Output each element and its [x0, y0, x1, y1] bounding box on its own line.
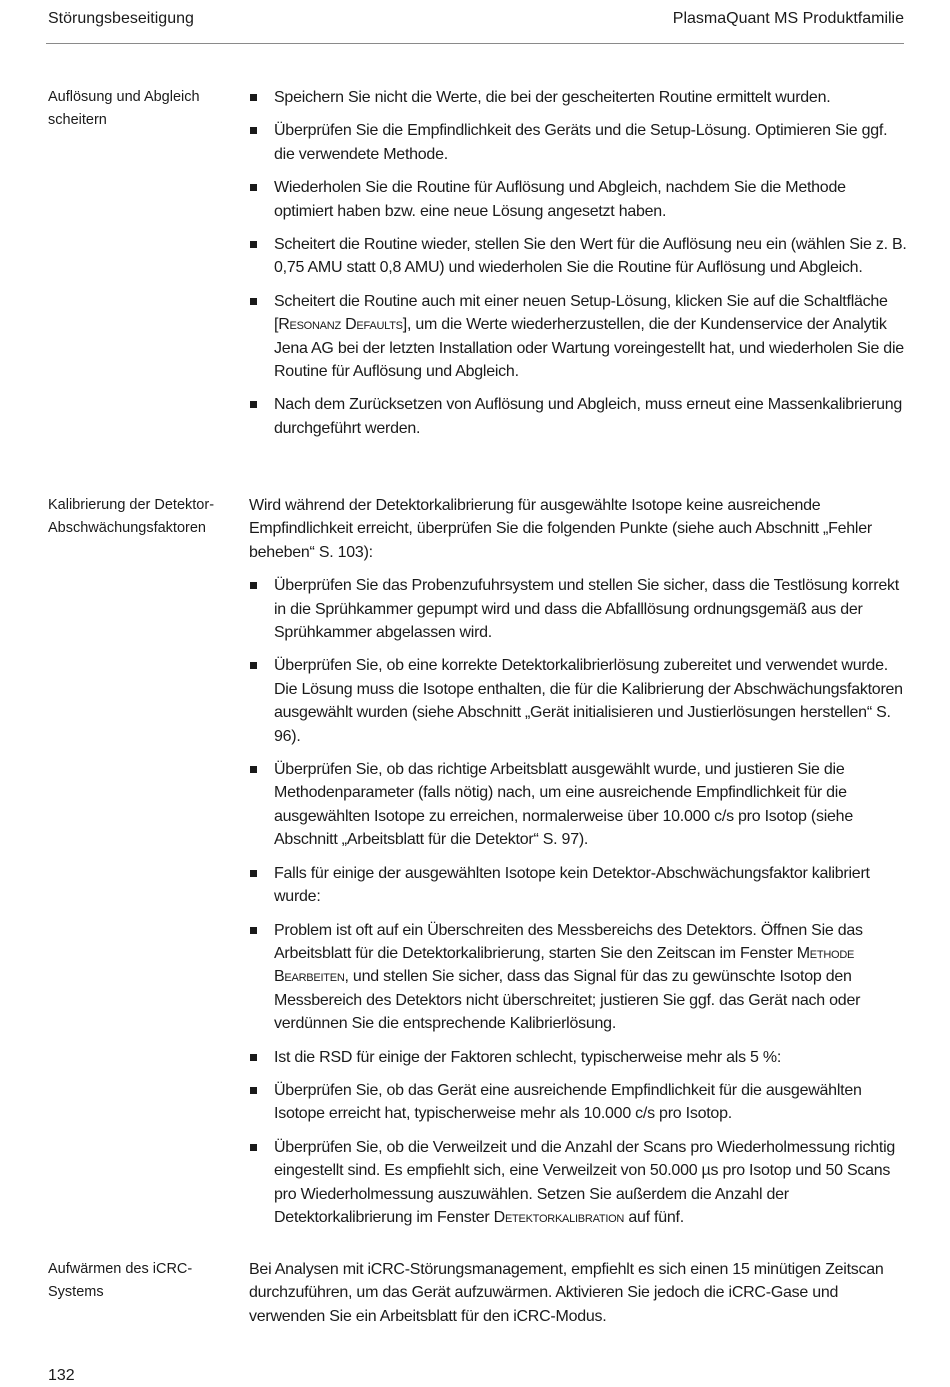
- list-item: [249, 290, 907, 384]
- item-text: Scheitert die Routine wieder, stellen Sie den Wert für die Auflösung neu ein (wählen Sie z. B. 0,75 AMU statt 0,8 AMU) und wiederholen Sie die Routine für Auflösung und Abgleich.: [274, 236, 907, 277]
- section-label: Aufwärmen des iCRC-Systems: [48, 1261, 193, 1300]
- section-label: Kalibrierung der Detektor-Abschwächungsfaktoren: [48, 497, 215, 536]
- ui-element-reference: Detektorkalibration: [493, 1208, 625, 1226]
- item-text: ], um die Werte wiederherzustellen, die der Kundenservice der Analytik Jena AG bei der letzten Installation oder Wartung voreingestellt hat, und wiederholen Sie die Routine für Auflösung und Abgleich.: [274, 316, 904, 381]
- item-text: Überprüfen Sie die Empfindlichkeit des Geräts und die Setup-Lösung. Optimieren Sie ggf. die verwendete Methode.: [274, 122, 888, 163]
- square-bullet-icon: [250, 662, 257, 669]
- square-bullet-icon: [250, 94, 257, 101]
- bullet-list: [249, 86, 907, 440]
- square-bullet-icon: [250, 184, 257, 191]
- section-body: [249, 1258, 907, 1338]
- item-text: , und stellen Sie sicher, dass das Signal für das zu gewünschte Isotop den Messbereich des Detektors nicht überschreitet; justieren Sie ggf. das Gerät nach oder verdünnen Sie die entsprechende Kalibrierlösung.: [274, 968, 861, 1033]
- item-text: Scheitert die Routine auch mit einer neuen Setup-Lösung, klicken Sie auf die Schaltfläche [: [274, 292, 888, 334]
- intro-paragraph: Bei Analysen mit iCRC-Störungsmanagement, empfiehlt es sich einen 15 minütigen Zeitscan durchzuführen, um das Gerät aufzuwärmen. Aktivieren Sie jedoch die iCRC-Gase und verwenden Sie ein Arbeitsblatt für den iCRC-Modus.: [249, 1261, 884, 1325]
- item-text: Überprüfen Sie, ob das Gerät eine ausreichende Empfindlichkeit für die ausgewählten Isotope erreicht hat, typischerweise mehr als 10.000 c/s pro Isotop.: [274, 1081, 862, 1123]
- list-item: [249, 86, 907, 109]
- running-header-product: PlasmaQuant MS Produktfamilie: [672, 10, 904, 27]
- list-item: [249, 393, 907, 440]
- ui-element-reference: Methode Bearbeiten: [274, 944, 855, 986]
- square-bullet-icon: [250, 1144, 257, 1151]
- item-text: Überprüfen Sie, ob die Verweilzeit und die Anzahl der Scans pro Wiederholmessung richtig eingestellt sind. Es empfiehlt sich, eine Verweilzeit von 50.000 µs pro Isotop und 50 Scans pro Wiederholmessung auszuwählen. Setzen Sie außerdem die Anzahl der Detektorkalibrierung im Fenster: [274, 1138, 896, 1226]
- square-bullet-icon: [250, 241, 257, 248]
- item-text: Speichern Sie nicht die Werte, die bei der gescheiterten Routine ermittelt wurden.: [274, 89, 831, 106]
- item-text: Wiederholen Sie die Routine für Auflösung und Abgleich, nachdem Sie die Methode optimiert haben bzw. eine neue Lösung angesetzt haben.: [274, 179, 846, 220]
- square-bullet-icon: [250, 401, 257, 408]
- item-text: Überprüfen Sie, ob eine korrekte Detektorkalibrierlösung zubereitet und verwendet wurde. Die Lösung muss die Isotope enthalten, die für die Kalibrierung der Abschwächungsfaktoren ausgewählt wurden (siehe Abschnitt „Gerät initialisieren und Justierlösungen herstellen“ S. 96).: [274, 657, 903, 745]
- item-text: Überprüfen Sie, ob das richtige Arbeitsblatt ausgewählt wurde, und justieren Sie die Methodenparameter (falls nötig) nach, um eine ausreichende Empfindlichkeit für die ausgewählten Isotope zu erreichen, normalerweise über 10.000 c/s pro Isotop (siehe Abschnitt „Arbeitsblatt für die Detektor“ S. 97).: [274, 761, 853, 849]
- running-header-chapter: Störungsbeseitigung: [48, 10, 194, 27]
- list-item: [249, 233, 907, 280]
- list-item: [249, 654, 907, 748]
- section-label: Auflösung und Abgleich scheitern: [48, 89, 200, 128]
- square-bullet-icon: [250, 1054, 257, 1061]
- list-item: [249, 1136, 907, 1230]
- square-bullet-icon: [250, 127, 257, 134]
- list-item: [249, 919, 907, 1036]
- item-text: Falls für einige der ausgewählten Isotope kein Detektor-Abschwächungsfaktor kalibriert wurde:: [274, 864, 870, 906]
- list-item: [249, 119, 907, 166]
- square-bullet-icon: [250, 298, 257, 305]
- square-bullet-icon: [250, 870, 257, 877]
- item-text: Nach dem Zurücksetzen von Auflösung und Abgleich, muss erneut eine Massenkalibrierung durchgeführt werden.: [274, 396, 903, 437]
- page-number: 132: [48, 1367, 75, 1384]
- section-body: [249, 86, 907, 450]
- list-item: [249, 176, 907, 223]
- square-bullet-icon: [250, 1087, 257, 1094]
- list-item: [249, 1079, 907, 1126]
- item-text: Ist die RSD für einige der Faktoren schlecht, typischerweise mehr als 5 %:: [274, 1048, 782, 1066]
- square-bullet-icon: [250, 927, 257, 934]
- header-rule: [46, 43, 904, 44]
- ui-element-reference: Resonanz Defaults: [278, 316, 403, 334]
- bullet-list: [249, 574, 907, 1229]
- item-text: auf fünf.: [624, 1208, 684, 1226]
- list-item: [249, 862, 907, 909]
- square-bullet-icon: [250, 766, 257, 773]
- section-body: [249, 494, 907, 1239]
- intro-paragraph: Wird während der Detektorkalibrierung für ausgewählte Isotope keine ausreichende Empfindlichkeit erreicht, überprüfen Sie die folgenden Punkte (siehe auch Abschnitt „Fehler beheben“ S. 103):: [249, 497, 872, 561]
- list-item: [249, 758, 907, 852]
- list-item: [249, 574, 907, 644]
- square-bullet-icon: [250, 582, 257, 589]
- list-item: [249, 1046, 907, 1069]
- item-text: Problem ist oft auf ein Überschreiten des Messbereichs des Detektors. Öffnen Sie das Arbeitsblatt für die Detektorkalibrierung, starten Sie den Zeitscan im Fenster: [274, 921, 863, 962]
- item-text: Überprüfen Sie das Probenzufuhrsystem und stellen Sie sicher, dass die Testlösung korrekt in die Sprühkammer gepumpt wird und dass die Abfalllösung ordnungsgemäß aus der Sprühkammer abgelassen wird.: [274, 577, 899, 642]
